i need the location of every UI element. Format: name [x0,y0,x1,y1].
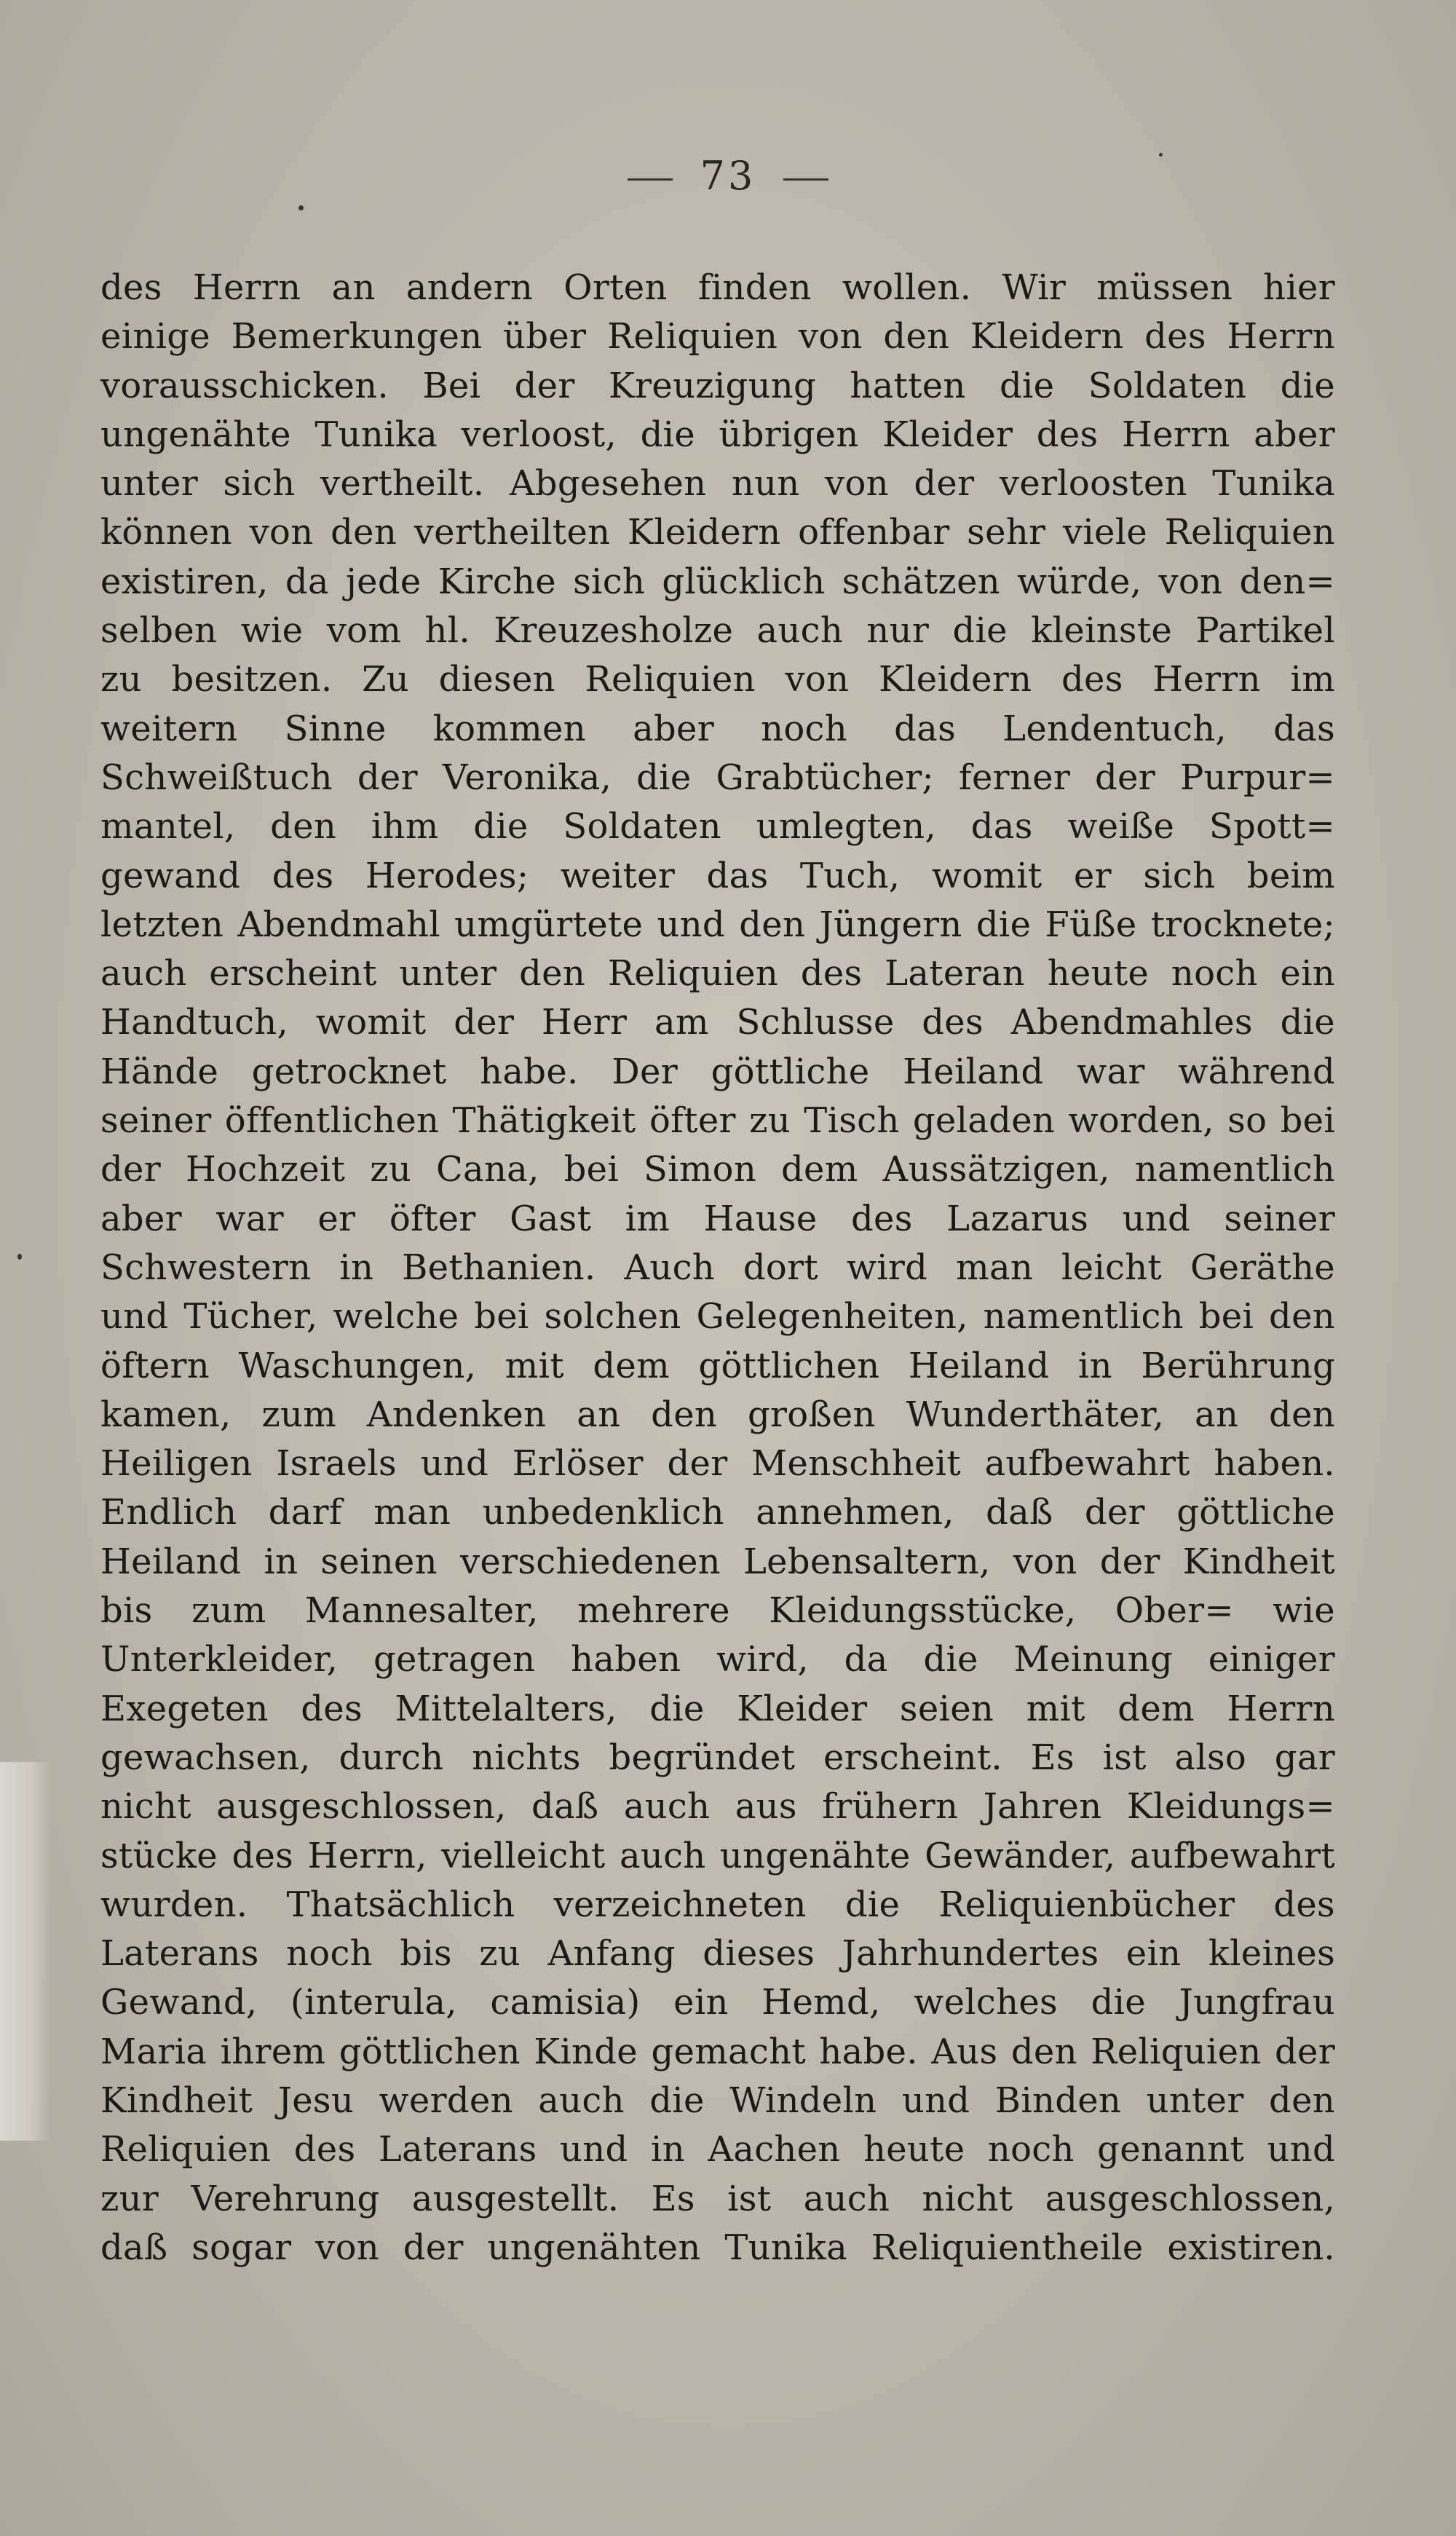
text-line: Unterkleider, getragen haben wird, da die Meinung einiger [100,1639,1335,1680]
text-line: Gewand, (interula, camisia) ein Hemd, welches die Jungfrau [100,1982,1335,2023]
text-line: selben wie vom hl. Kreuzesholze auch nur die kleinste Partikel [100,610,1335,652]
text-line: stücke des Herrn, vielleicht auch ungenähte Gewänder, aufbewahrt [100,1835,1335,1876]
text-line: nicht ausgeschlossen, daß auch aus frühern Jahren Kleidungs= [100,1786,1335,1828]
text-line: auch erscheint unter den Reliquien des Lateran heute noch ein [100,953,1335,995]
page-number: 73 [700,153,756,199]
text-line: Heiland in seinen verschiedenen Lebensaltern, von der Kindheit [100,1541,1335,1582]
text-line: Laterans noch bis zu Anfang dieses Jahrhundertes ein kleines [100,1933,1335,1975]
text-line: gewachsen, durch nichts begründet erscheint. Es ist also gar [100,1737,1335,1778]
text-line: Endlich darf man unbedenklich annehmen, daß der göttliche [100,1492,1335,1533]
text-line: Schwestern in Bethanien. Auch dort wird man leicht Geräthe [100,1247,1335,1288]
text-line: gewand des Herodes; weiter das Tuch, womit er sich beim [100,855,1335,896]
text-line: Exegeten des Mittelalters, die Kleider seien mit dem Herrn [100,1688,1335,1729]
speck [17,1254,22,1260]
text-line: öftern Waschungen, mit dem göttlichen Heiland in Berührung [100,1345,1335,1386]
text-line: letzten Abendmahl umgürtete und den Jüngern die Füße trocknete; [100,904,1335,945]
text-line: aber war er öfter Gast im Hause des Lazarus und seiner [100,1198,1335,1239]
text-line: Kindheit Jesu werden auch die Windeln und Binden unter den [100,2079,1335,2121]
page-number-header [0,153,1456,199]
text-line: Hände getrocknet habe. Der göttliche Heiland war während [100,1051,1335,1092]
text-line: Maria ihrem göttlichen Kinde gemacht habe. Aus den Reliquien der [100,2031,1335,2072]
text-line: daß sogar von der ungenähten Tunika Reliquientheile existiren. [100,2227,1335,2268]
text-line: der Hochzeit zu Cana, bei Simon dem Aussätzigen, namentlich [100,1149,1335,1190]
text-line: zu besitzen. Zu diesen Reliquien von Kleidern des Herrn im [100,659,1335,700]
text-line: wurden. Thatsächlich verzeichneten die Reliquienbücher des [100,1884,1335,1925]
text-line: zur Verehrung ausgestellt. Es ist auch nicht ausgeschlossen, [100,2178,1335,2219]
text-line: vorausschicken. Bei der Kreuzigung hatten die Soldaten die [100,365,1335,406]
speck [298,205,304,210]
text-line: kamen, zum Andenken an den großen Wunderthäter, an den [100,1394,1335,1435]
left-dash [628,178,673,181]
right-dash [783,178,828,181]
text-line: unter sich vertheilt. Abgesehen nun von der verloosten Tunika [100,463,1335,505]
text-line: einige Bemerkungen über Reliquien von den Kleidern des Herrn [100,316,1335,358]
text-line: des Herrn an andern Orten finden wollen. Wir müssen hier [100,267,1335,308]
text-line: Schweißtuch der Veronika, die Grabtücher; ferner der Purpur= [100,757,1335,798]
text-line: Handtuch, womit der Herr am Schlusse des Abendmahles die [100,1002,1335,1043]
text-line: mantel, den ihm die Soldaten umlegten, das weiße Spott= [100,806,1335,848]
text-line: Heiligen Israels und Erlöser der Menschheit aufbewahrt haben. [100,1443,1335,1485]
text-line: ungenähte Tunika verloost, die übrigen Kleider des Herrn aber [100,414,1335,455]
text-line: weitern Sinne kommen aber noch das Lendentuch, das [100,708,1335,749]
body-text [100,264,1335,2272]
speck [1159,153,1163,157]
text-line: seiner öffentlichen Thätigkeit öfter zu Tisch geladen worden, so bei [100,1100,1335,1142]
text-line: existiren, da jede Kirche sich glücklich schätzen würde, von den= [100,561,1335,602]
text-line: Reliquien des Laterans und in Aachen heute noch genannt und [100,2129,1335,2170]
text-line: bis zum Mannesalter, mehrere Kleidungsstücke, Ober= wie [100,1590,1335,1632]
text-line: können von den vertheilten Kleidern offenbar sehr viele Reliquien [100,512,1335,553]
paper-stain [0,1762,51,2141]
text-line: und Tücher, welche bei solchen Gelegenheiten, namentlich bei den [100,1296,1335,1338]
